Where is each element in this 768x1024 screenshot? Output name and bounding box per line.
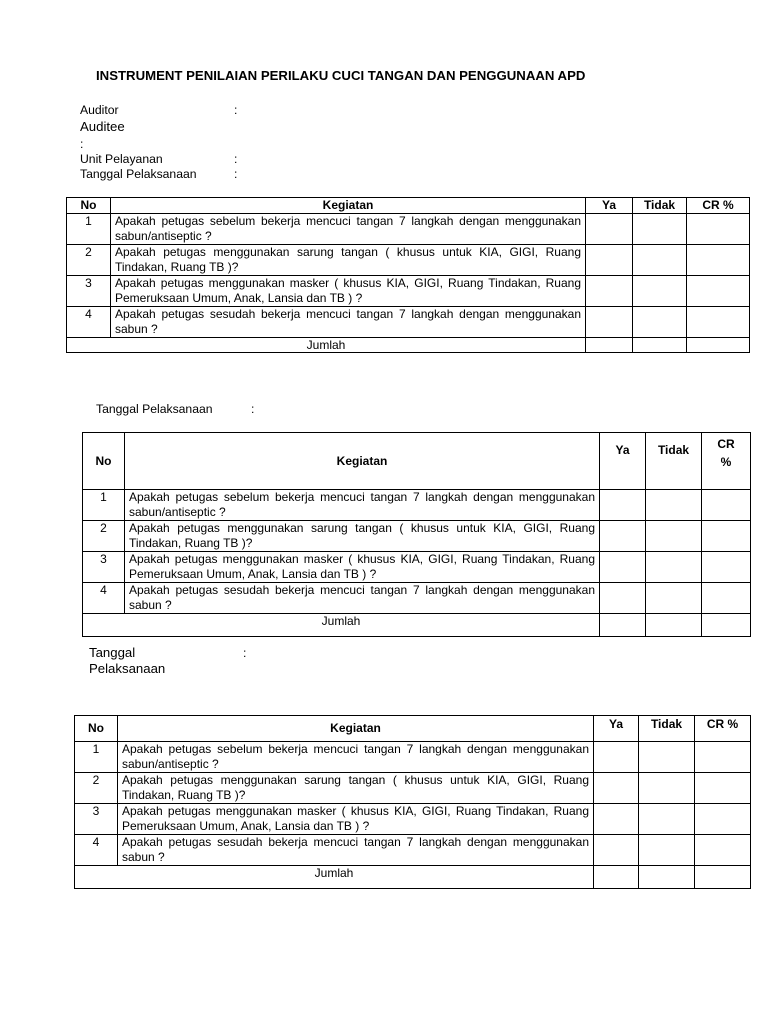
header-cr-line2: % (720, 455, 732, 469)
cr-cell[interactable] (687, 214, 750, 245)
ya-total-cell[interactable] (586, 338, 633, 353)
cr-total-cell[interactable] (695, 866, 751, 889)
ya-cell[interactable] (600, 490, 646, 521)
tidak-cell[interactable] (633, 214, 687, 245)
tidak-total-cell[interactable] (646, 614, 702, 637)
row-no: 4 (75, 835, 118, 866)
row-question: Apakah petugas sesudah bekerja mencuci tangan 7 langkah dengan menggunakan sabun ? (118, 835, 594, 866)
jumlah-label: Jumlah (67, 338, 586, 353)
cr-cell[interactable] (687, 245, 750, 276)
row-no: 1 (83, 490, 125, 521)
row-question: Apakah petugas sebelum bekerja mencuci tangan 7 langkah dengan menggunakan sabun/antiseptic ? (111, 214, 586, 245)
tidak-cell[interactable] (639, 742, 695, 773)
row-question: Apakah petugas menggunakan masker ( khusus KIA, GIGI, Ruang Tindakan, Ruang Pemeruksaan Umum, Anak, Lansia dan TB ) ? (111, 276, 586, 307)
cr-cell[interactable] (695, 804, 751, 835)
cr-cell[interactable] (695, 773, 751, 804)
row-no: 3 (75, 804, 118, 835)
cr-cell[interactable] (702, 490, 751, 521)
jumlah-row (83, 614, 751, 637)
ya-cell[interactable] (600, 552, 646, 583)
tidak-cell[interactable] (639, 804, 695, 835)
row-question: Apakah petugas sebelum bekerja mencuci tangan 7 langkah dengan menggunakan sabun/antiseptic ? (125, 490, 600, 521)
cr-total-cell[interactable] (687, 338, 750, 353)
auditor-label: Auditor (80, 103, 119, 117)
cr-cell[interactable] (695, 742, 751, 773)
row-no: 4 (67, 307, 111, 338)
header-no: No (75, 716, 118, 742)
header-kegiatan: Kegiatan (125, 433, 600, 490)
row-question: Apakah petugas menggunakan sarung tangan ( khusus untuk KIA, GIGI, Ruang Tindakan, Ruang TB )? (118, 773, 594, 804)
tidak-cell[interactable] (639, 773, 695, 804)
header-tidak: Tidak (633, 198, 687, 214)
header-kegiatan: Kegiatan (118, 716, 594, 742)
row-no: 2 (67, 245, 111, 276)
row-no: 2 (83, 521, 125, 552)
tanggal-colon-2: : (251, 402, 255, 416)
row-question: Apakah petugas menggunakan masker ( khusus KIA, GIGI, Ruang Tindakan, Ruang Pemeruksaan Umum, Anak, Lansia dan TB ) ? (125, 552, 600, 583)
ya-cell[interactable] (594, 804, 639, 835)
ya-cell[interactable] (586, 307, 633, 338)
tanggal-label-3b: Pelaksanaan (89, 661, 166, 676)
table-row (67, 276, 750, 307)
header-ya: Ya (600, 433, 646, 490)
tidak-cell[interactable] (646, 552, 702, 583)
table-row (67, 245, 750, 276)
cr-total-cell[interactable] (702, 614, 751, 637)
row-no: 1 (67, 214, 111, 245)
row-question: Apakah petugas menggunakan masker ( khusus KIA, GIGI, Ruang Tindakan, Ruang Pemeruksaan Umum, Anak, Lansia dan TB ) ? (118, 804, 594, 835)
row-no: 2 (75, 773, 118, 804)
tidak-cell[interactable] (633, 276, 687, 307)
cr-cell[interactable] (687, 276, 750, 307)
jumlah-label: Jumlah (83, 614, 600, 637)
ya-cell[interactable] (594, 742, 639, 773)
row-question: Apakah petugas sesudah bekerja mencuci tangan 7 langkah dengan menggunakan sabun ? (125, 583, 600, 614)
table-row (75, 742, 751, 773)
tidak-cell[interactable] (633, 307, 687, 338)
jumlah-row (67, 338, 750, 353)
tidak-cell[interactable] (639, 835, 695, 866)
cr-cell[interactable] (702, 552, 751, 583)
header-cr (702, 433, 751, 490)
header-kegiatan: Kegiatan (111, 198, 586, 214)
header-cr-line1: CR (717, 437, 735, 451)
header-ya: Ya (594, 716, 639, 742)
cr-cell[interactable] (702, 583, 751, 614)
ya-total-cell[interactable] (594, 866, 639, 889)
row-no: 3 (67, 276, 111, 307)
header-tidak: Tidak (639, 716, 695, 742)
auditee-colon: : (80, 137, 84, 151)
auditor-colon: : (234, 103, 238, 117)
header-no: No (83, 433, 125, 490)
table-row (67, 307, 750, 338)
table-row (67, 214, 750, 245)
header-cr: CR % (687, 198, 750, 214)
audit-table-1 (66, 197, 750, 353)
audit-table-2 (82, 432, 751, 637)
document-title: INSTRUMENT PENILAIAN PERILAKU CUCI TANGAN DAN PENGGUNAAN APD (96, 68, 586, 83)
table-row (83, 552, 751, 583)
tidak-cell[interactable] (646, 583, 702, 614)
unit-pelayanan-label: Unit Pelayanan (80, 152, 163, 166)
row-no: 1 (75, 742, 118, 773)
cr-cell[interactable] (695, 835, 751, 866)
ya-cell[interactable] (586, 276, 633, 307)
tanggal-label-2: Tanggal Pelaksanaan (96, 402, 213, 416)
ya-cell[interactable] (600, 583, 646, 614)
table-row (75, 835, 751, 866)
tidak-cell[interactable] (633, 245, 687, 276)
header-cr: CR % (695, 716, 751, 742)
tidak-total-cell[interactable] (633, 338, 687, 353)
header-tidak: Tidak (646, 433, 702, 490)
tanggal-colon-3: : (243, 646, 247, 660)
ya-total-cell[interactable] (600, 614, 646, 637)
audit-table-3 (74, 715, 751, 889)
tidak-cell[interactable] (646, 521, 702, 552)
ya-cell[interactable] (594, 773, 639, 804)
ya-cell[interactable] (586, 214, 633, 245)
table-row (83, 583, 751, 614)
tanggal-colon: : (234, 167, 238, 181)
row-question: Apakah petugas menggunakan sarung tangan ( khusus untuk KIA, GIGI, Ruang Tindakan, Ruang TB )? (125, 521, 600, 552)
tanggal-label-3a: Tanggal (89, 645, 136, 660)
row-question: Apakah petugas menggunakan sarung tangan ( khusus untuk KIA, GIGI, Ruang Tindakan, Ruang TB )? (111, 245, 586, 276)
jumlah-label: Jumlah (75, 866, 594, 889)
table-row (83, 490, 751, 521)
unit-pelayanan-colon: : (234, 152, 238, 166)
ya-cell[interactable] (586, 245, 633, 276)
row-question: Apakah petugas sebelum bekerja mencuci tangan 7 langkah dengan menggunakan sabun/antiseptic ? (118, 742, 594, 773)
ya-cell[interactable] (600, 521, 646, 552)
auditee-label: Auditee (80, 119, 125, 134)
cr-cell[interactable] (702, 521, 751, 552)
table-row (75, 804, 751, 835)
table-row (83, 521, 751, 552)
table-row (75, 773, 751, 804)
header-ya: Ya (586, 198, 633, 214)
row-no: 3 (83, 552, 125, 583)
tidak-cell[interactable] (646, 490, 702, 521)
ya-cell[interactable] (594, 835, 639, 866)
cr-cell[interactable] (687, 307, 750, 338)
row-no: 4 (83, 583, 125, 614)
header-no: No (67, 198, 111, 214)
jumlah-row (75, 866, 751, 889)
row-question: Apakah petugas sesudah bekerja mencuci tangan 7 langkah dengan menggunakan sabun ? (111, 307, 586, 338)
tanggal-label: Tanggal Pelaksanaan (80, 167, 197, 181)
tidak-total-cell[interactable] (639, 866, 695, 889)
